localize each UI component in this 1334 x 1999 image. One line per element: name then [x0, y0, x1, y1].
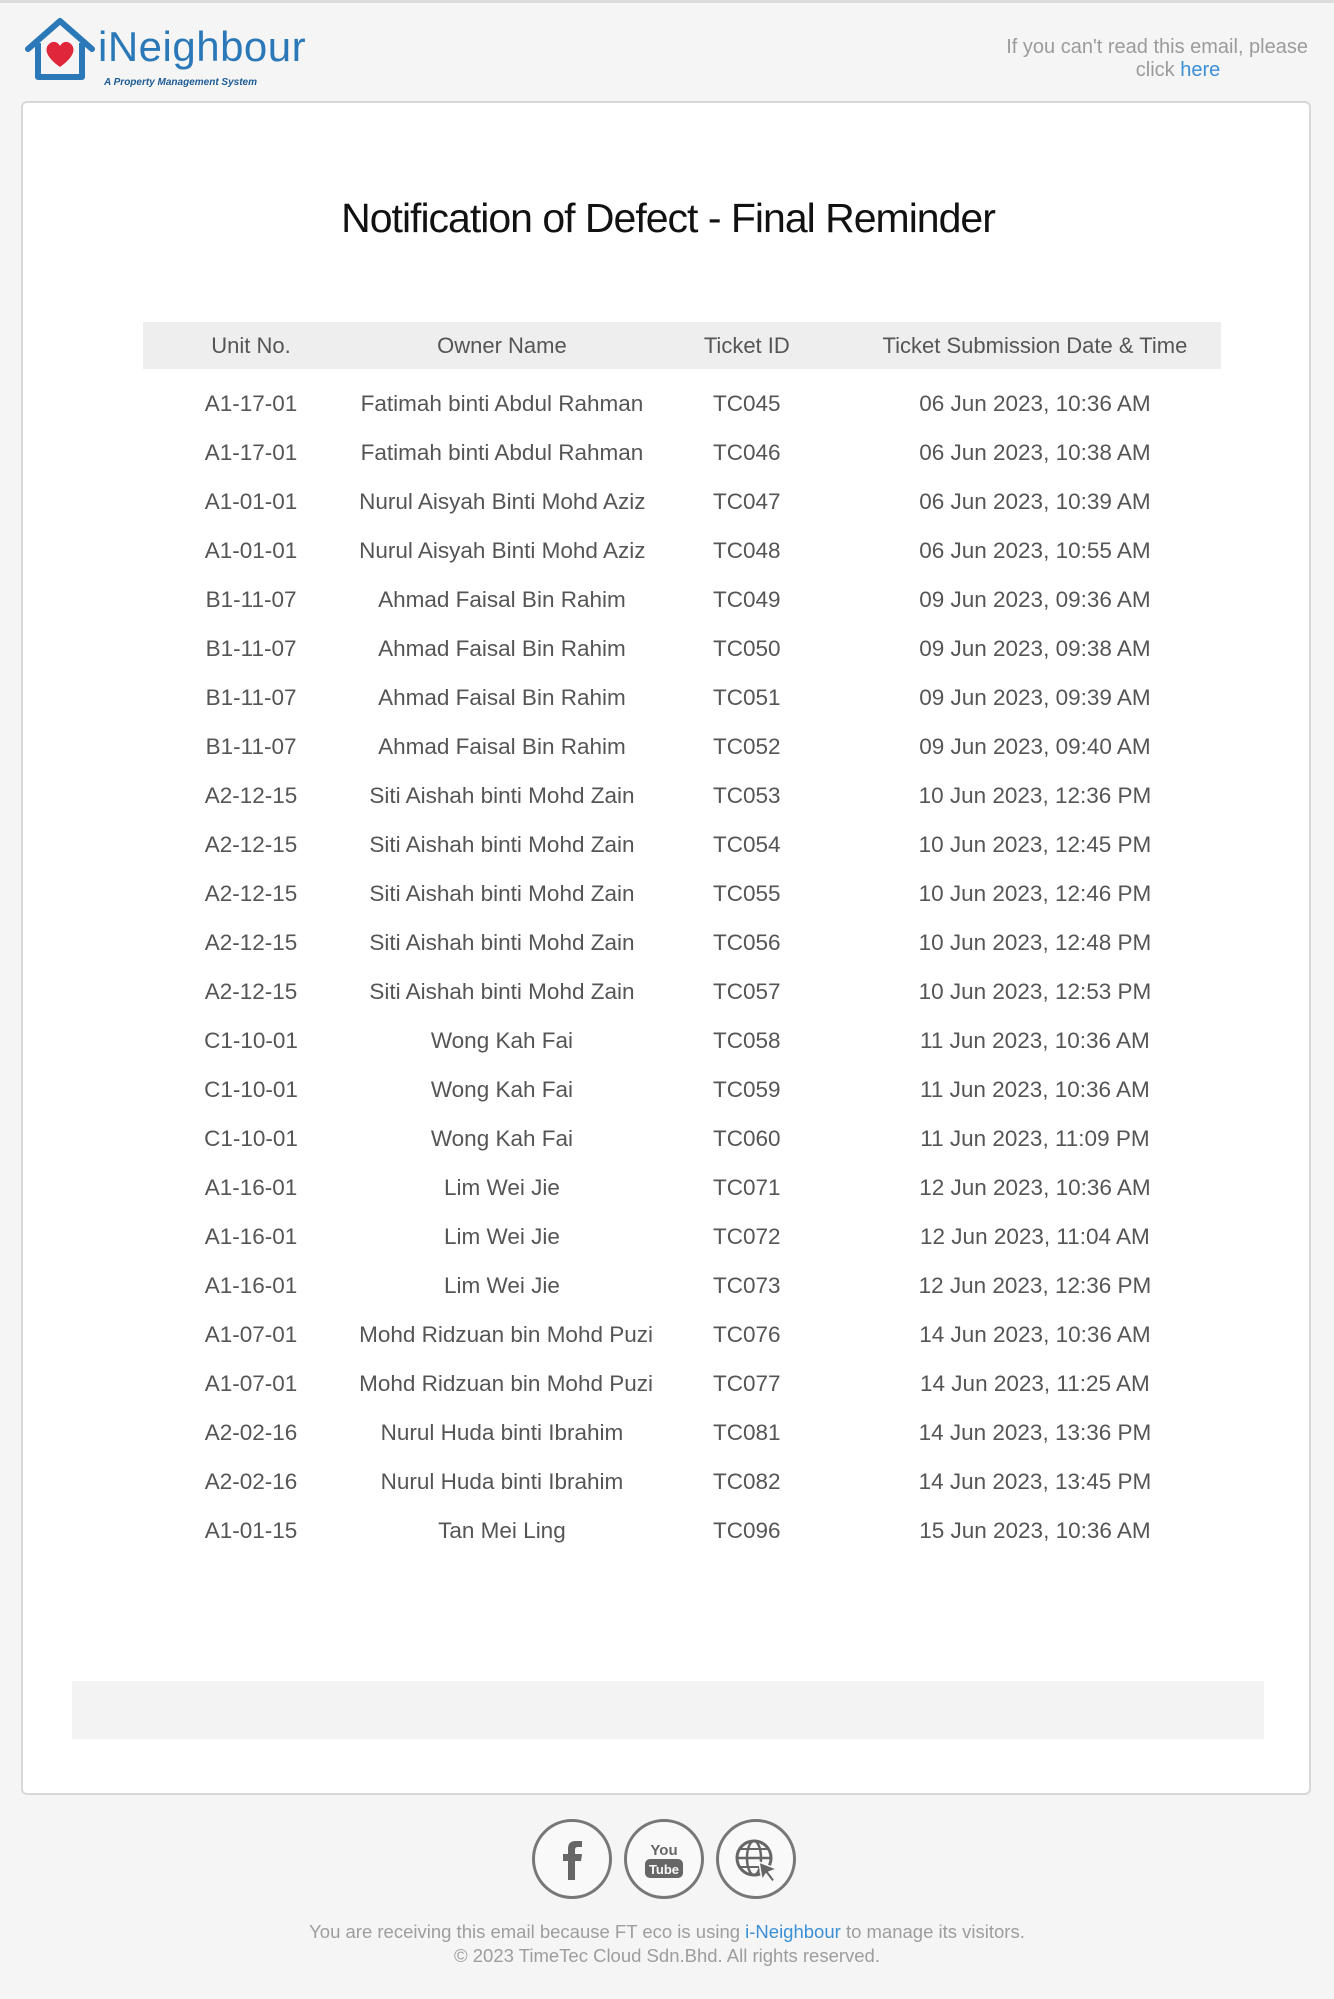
table-row: [143, 624, 1221, 673]
unit-no-cell: B1-11-07: [205, 586, 297, 612]
ticket-id-cell: TC076: [713, 1321, 781, 1347]
table-row: [143, 1506, 1221, 1555]
table-row: [143, 771, 1221, 820]
table-row: [143, 1359, 1221, 1408]
unit-no-cell: A1-01-01: [204, 488, 298, 514]
owner-name-cell: Ahmad Faisal Bin Rahim: [378, 733, 626, 759]
ticket-id-cell: TC082: [713, 1468, 781, 1494]
table-row: [143, 1310, 1221, 1359]
table-row: [143, 428, 1221, 477]
owner-name-cell: Wong Kah Fai: [430, 1125, 574, 1151]
facebook-icon[interactable]: [532, 1819, 612, 1899]
ticket-id-cell: TC051: [713, 684, 781, 710]
table-row: [143, 1408, 1221, 1457]
submission-datetime-cell: 14 Jun 2023, 13:36 PM: [918, 1419, 1152, 1445]
submission-datetime-cell: 10 Jun 2023, 12:48 PM: [918, 929, 1152, 955]
youtube-icon[interactable]: [624, 1819, 704, 1899]
owner-name-cell: Nurul Aisyah Binti Mohd Aziz: [359, 537, 646, 563]
table-row: [143, 477, 1221, 526]
ticket-id-cell: TC060: [713, 1125, 781, 1151]
ticket-id-cell: TC071: [713, 1174, 781, 1200]
unit-no-cell: A2-12-15: [204, 978, 298, 1004]
unit-no-cell: C1-10-01: [204, 1125, 298, 1151]
submission-datetime-cell: 12 Jun 2023, 10:36 AM: [919, 1174, 1151, 1200]
owner-name-cell: Mohd Ridzuan bin Mohd Puzi: [359, 1370, 653, 1396]
owner-name-cell: Lim Wei Jie: [443, 1272, 560, 1298]
unit-no-cell: A2-12-15: [204, 782, 298, 808]
logo-wordmark: iNeighbour: [98, 23, 307, 70]
table-row: [143, 820, 1221, 869]
table-row: [143, 869, 1221, 918]
submission-datetime-cell: 10 Jun 2023, 12:53 PM: [918, 978, 1152, 1004]
card-footer-bar: [72, 1681, 1264, 1739]
ticket-id-cell: TC046: [713, 439, 781, 465]
footer-notice-text: You are receiving this email because FT eco is using: [309, 1921, 741, 1942]
website-icon[interactable]: [716, 1819, 796, 1899]
unit-no-cell: A1-07-01: [204, 1370, 298, 1396]
submission-datetime-cell: 14 Jun 2023, 10:36 AM: [919, 1321, 1151, 1347]
social-links: [532, 1819, 802, 1903]
ticket-id-cell: TC054: [713, 831, 781, 857]
table-row: [143, 1163, 1221, 1212]
owner-name-cell: Nurul Aisyah Binti Mohd Aziz: [359, 488, 646, 514]
email-card: [21, 101, 1311, 1795]
submission-datetime-cell: 11 Jun 2023, 11:09 PM: [920, 1125, 1150, 1151]
owner-name-cell: Tan Mei Ling: [438, 1517, 566, 1543]
table-row: [143, 673, 1221, 722]
submission-datetime-cell: 06 Jun 2023, 10:55 AM: [919, 537, 1151, 563]
ticket-id-cell: TC050: [713, 635, 781, 661]
column-header-submission-datetime: Ticket Submission Date & Time: [849, 322, 1221, 369]
email-header: [0, 3, 1334, 99]
view-online-link[interactable]: here: [1180, 59, 1221, 81]
submission-datetime-cell: 15 Jun 2023, 10:36 AM: [919, 1517, 1151, 1543]
unit-no-cell: A2-02-16: [204, 1419, 298, 1445]
ticket-id-cell: TC045: [713, 390, 781, 416]
owner-name-cell: Siti Aishah binti Mohd Zain: [369, 880, 635, 906]
youtube-you-text: You: [650, 1842, 678, 1859]
ticket-id-cell: TC055: [713, 880, 781, 906]
unit-no-cell: A1-16-01: [204, 1223, 298, 1249]
ticket-id-cell: TC096: [713, 1517, 781, 1543]
ticket-id-cell: TC057: [713, 978, 781, 1004]
table-row: [143, 1212, 1221, 1261]
submission-datetime-cell: 10 Jun 2023, 12:36 PM: [918, 782, 1152, 808]
email-footer: [0, 1920, 1334, 1968]
table-row: [143, 1114, 1221, 1163]
column-header-unit-no: Unit No.: [143, 322, 359, 369]
ticket-id-cell: TC081: [713, 1419, 781, 1445]
logo-tagline: A Property Management System: [104, 77, 258, 88]
ticket-id-cell: TC072: [713, 1223, 781, 1249]
submission-datetime-cell: 10 Jun 2023, 12:45 PM: [918, 831, 1152, 857]
owner-name-cell: Siti Aishah binti Mohd Zain: [369, 978, 635, 1004]
submission-datetime-cell: 06 Jun 2023, 10:36 AM: [919, 390, 1151, 416]
unit-no-cell: A1-17-01: [204, 390, 298, 416]
submission-datetime-cell: 14 Jun 2023, 13:45 PM: [918, 1468, 1152, 1494]
ticket-id-cell: TC058: [713, 1027, 781, 1053]
owner-name-cell: Fatimah binti Abdul Rahman: [360, 439, 644, 465]
owner-name-cell: Wong Kah Fai: [430, 1076, 574, 1102]
submission-datetime-cell: 11 Jun 2023, 10:36 AM: [920, 1027, 1150, 1053]
copyright-text: © 2023 TimeTec Cloud Sdn.Bhd. All rights reserved.: [454, 1945, 880, 1966]
view-online-message: [928, 36, 1308, 82]
unit-no-cell: A2-12-15: [204, 929, 298, 955]
ticket-id-cell: TC049: [713, 586, 781, 612]
column-header-ticket-id: Ticket ID: [645, 322, 849, 369]
submission-datetime-cell: 09 Jun 2023, 09:40 AM: [919, 733, 1151, 759]
footer-notice: [0, 1920, 1334, 1944]
youtube-tube-text: Tube: [648, 1862, 680, 1877]
unit-no-cell: A1-01-15: [204, 1517, 298, 1543]
unit-no-cell: A1-17-01: [204, 439, 298, 465]
owner-name-cell: Fatimah binti Abdul Rahman: [360, 390, 644, 416]
table-row: [143, 1261, 1221, 1310]
owner-name-cell: Siti Aishah binti Mohd Zain: [369, 831, 635, 857]
owner-name-cell: Ahmad Faisal Bin Rahim: [378, 586, 626, 612]
table-row: [143, 967, 1221, 1016]
unit-no-cell: C1-10-01: [204, 1027, 298, 1053]
owner-name-cell: Lim Wei Jie: [443, 1174, 560, 1200]
submission-datetime-cell: 12 Jun 2023, 12:36 PM: [918, 1272, 1152, 1298]
table-header-row: [143, 322, 1221, 369]
submission-datetime-cell: 12 Jun 2023, 11:04 AM: [920, 1223, 1150, 1249]
ticket-id-cell: TC073: [713, 1272, 781, 1298]
ticket-id-cell: TC048: [713, 537, 781, 563]
unit-no-cell: A1-16-01: [204, 1272, 298, 1298]
unit-no-cell: B1-11-07: [205, 733, 297, 759]
unit-no-cell: A2-12-15: [204, 880, 298, 906]
unit-no-cell: A1-01-01: [204, 537, 298, 563]
unit-no-cell: A1-07-01: [204, 1321, 298, 1347]
owner-name-cell: Mohd Ridzuan bin Mohd Puzi: [359, 1321, 653, 1347]
table-row: [143, 1016, 1221, 1065]
view-online-text: If you can't read this email, please: [1006, 36, 1308, 58]
owner-name-cell: Wong Kah Fai: [430, 1027, 574, 1053]
owner-name-cell: Lim Wei Jie: [443, 1223, 560, 1249]
submission-datetime-cell: 11 Jun 2023, 10:36 AM: [920, 1076, 1150, 1102]
submission-datetime-cell: 14 Jun 2023, 11:25 AM: [920, 1370, 1150, 1396]
submission-datetime-cell: 09 Jun 2023, 09:36 AM: [919, 586, 1151, 612]
owner-name-cell: Siti Aishah binti Mohd Zain: [369, 929, 635, 955]
owner-name-cell: Nurul Huda binti Ibrahim: [380, 1419, 624, 1445]
unit-no-cell: A1-16-01: [204, 1174, 298, 1200]
column-header-owner-name: Owner Name: [359, 322, 645, 369]
owner-name-cell: Siti Aishah binti Mohd Zain: [369, 782, 635, 808]
footer-notice-suffix: to manage its visitors.: [845, 1921, 1025, 1942]
table-row: [143, 1065, 1221, 1114]
ticket-id-cell: TC059: [713, 1076, 781, 1102]
page-title: Notification of Defect - Final Reminder: [341, 195, 995, 241]
unit-no-cell: B1-11-07: [205, 684, 297, 710]
ineighbour-logo[interactable]: [24, 17, 324, 87]
ticket-id-cell: TC053: [713, 782, 781, 808]
submission-datetime-cell: 09 Jun 2023, 09:38 AM: [919, 635, 1151, 661]
submission-datetime-cell: 10 Jun 2023, 12:46 PM: [918, 880, 1152, 906]
submission-datetime-cell: 06 Jun 2023, 10:38 AM: [919, 439, 1151, 465]
table-row: [143, 526, 1221, 575]
unit-no-cell: A2-12-15: [204, 831, 298, 857]
table-row: [143, 369, 1221, 428]
defect-ticket-table: [143, 322, 1221, 1555]
owner-name-cell: Ahmad Faisal Bin Rahim: [378, 635, 626, 661]
table-row: [143, 1457, 1221, 1506]
table-row: [143, 575, 1221, 624]
unit-no-cell: B1-11-07: [205, 635, 297, 661]
submission-datetime-cell: 09 Jun 2023, 09:39 AM: [919, 684, 1151, 710]
house-heart-icon: [24, 17, 96, 81]
ticket-id-cell: TC047: [713, 488, 781, 514]
view-online-click: click: [1135, 59, 1175, 81]
table-body: [143, 369, 1221, 1555]
unit-no-cell: A2-02-16: [204, 1468, 298, 1494]
ticket-id-cell: TC056: [713, 929, 781, 955]
ticket-id-cell: TC052: [713, 733, 781, 759]
table-row: [143, 918, 1221, 967]
owner-name-cell: Nurul Huda binti Ibrahim: [380, 1468, 624, 1494]
submission-datetime-cell: 06 Jun 2023, 10:39 AM: [919, 488, 1151, 514]
ineighbour-link[interactable]: i-Neighbour: [745, 1921, 841, 1942]
unit-no-cell: C1-10-01: [204, 1076, 298, 1102]
table-row: [143, 722, 1221, 771]
ticket-id-cell: TC077: [713, 1370, 781, 1396]
owner-name-cell: Ahmad Faisal Bin Rahim: [378, 684, 626, 710]
